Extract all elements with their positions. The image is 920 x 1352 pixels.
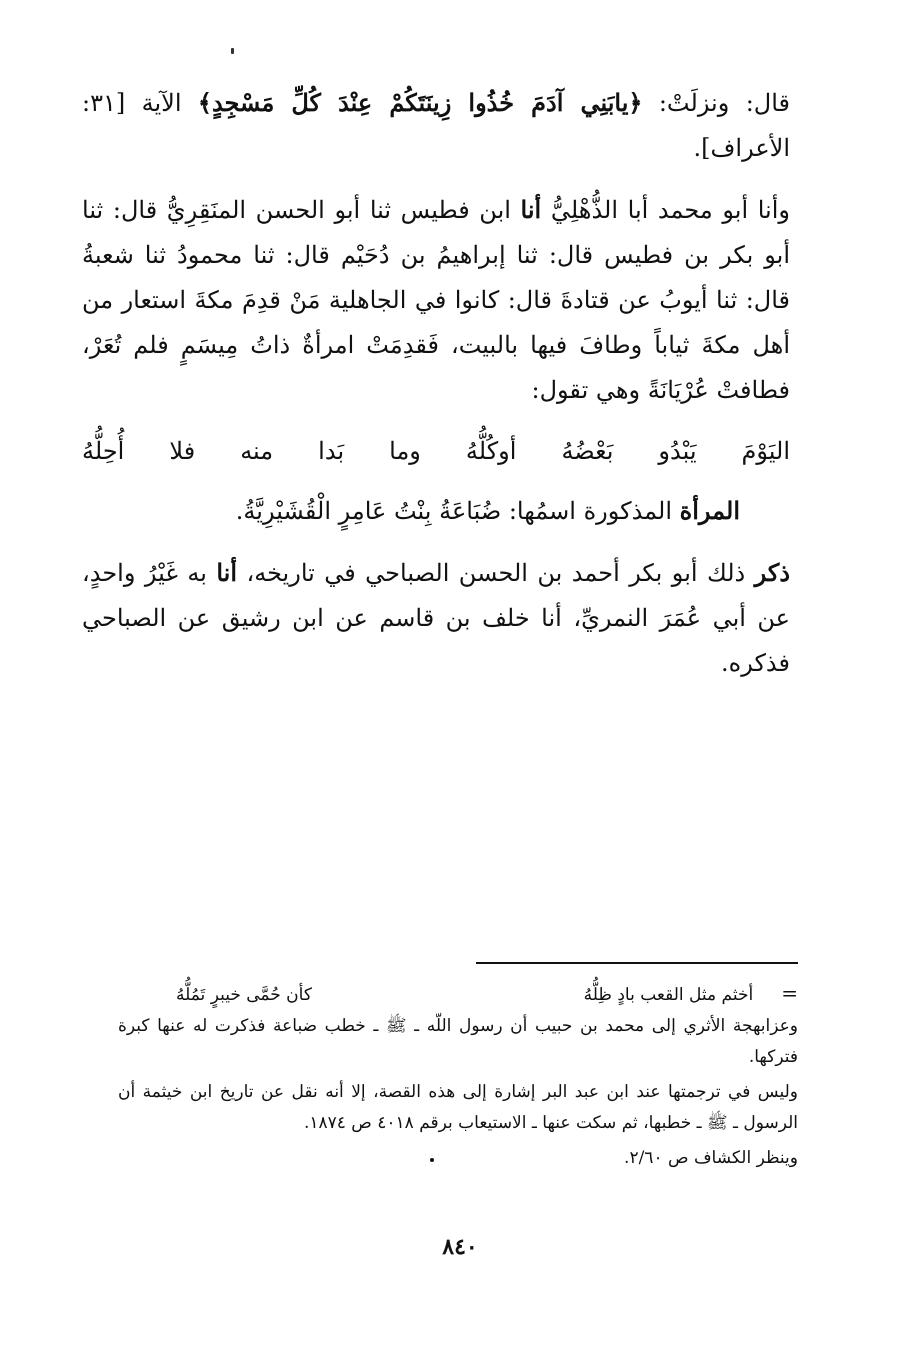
footnotes bbox=[118, 978, 798, 1178]
main-text bbox=[82, 80, 790, 702]
verse-word: بَعْضُهُ bbox=[561, 437, 614, 465]
footnote-paragraph: وعزابهجة الأثري إلى محمد بن حبيب أن رسول اللّه ـ ﷺ ـ خطب ضباعة فذكرت له عنها كبرة فتركها. bbox=[118, 1016, 798, 1067]
footnote-separator bbox=[476, 962, 798, 964]
para2-pre: وأنا أبو محمد أبا الذُّهْلِيُّ bbox=[541, 196, 790, 224]
footnote-verse bbox=[176, 978, 798, 1011]
paragraph-source bbox=[82, 550, 790, 686]
poem-verse bbox=[82, 429, 790, 474]
para3-rest: المذكورة اسمُها: ضُبَاعَةُ بِنْتُ عَامِرٍ الْقُشَيْرِيَّةُ. bbox=[235, 497, 680, 525]
verse-word: منه bbox=[240, 437, 274, 465]
footnote-paragraph: وينظر الكشاف ص ٢/٦٠. bbox=[624, 1148, 798, 1168]
paragraph-isnad-story bbox=[82, 187, 790, 413]
para1-suffix: الآية [٣١: الأعراف]. bbox=[82, 89, 790, 162]
para4-pre: ذلك أبو بكر أحمد بن الحسن الصباحي في تاريخه، bbox=[237, 559, 755, 587]
paragraph-verse-revelation bbox=[82, 80, 790, 171]
para3-bold: المرأة bbox=[679, 496, 740, 525]
verse-word: وما bbox=[389, 437, 421, 465]
para1-prefix: قال: ونزلَتْ: bbox=[642, 89, 790, 117]
para4-post: به غَيْرُ واحدٍ، عن أبي عُمَرَ النمريِّ، أنا خلف بن قاسم عن ابن رشيق عن الصباحي فذكره. bbox=[82, 559, 790, 677]
verse-word: يَبْدُو bbox=[658, 437, 697, 465]
ink-dot bbox=[430, 1158, 434, 1162]
quran-verse: ﴿يابَنِي آدَمَ خُذُوا زِينَتَكُمْ عِنْدَ كُلِّ مَسْجِدٍ﴾ bbox=[197, 88, 643, 117]
page-number: ٨٤٠ bbox=[442, 1234, 478, 1260]
para4-bold: ذكر bbox=[754, 558, 791, 587]
ink-speck bbox=[231, 48, 234, 54]
para4-bold2: أنا bbox=[216, 558, 238, 587]
verse-word: فلا bbox=[169, 437, 196, 465]
para2-post: ابن فطيس ثنا أبو الحسن المنَقِرِيُّ قال: ثنا أبو بكر بن فطيس قال: ثنا إبراهيمُ بن دُحَيْم قال: ثنا محمودُ ثنا شعبةُ قال: ثنا أيوبُ عن قتادةَ قال: كانوا في الجاهلية مَنْ قدِمَ مكةَ استعار من أهل مكةَ ثياباً وطافَ فيها بالبيت، فَقدِمَتْ امرأةٌ ذاتُ مِيسَمٍ فلم تُعَرْ، فطافتْ عُرْيَانَةً وهي تقول: bbox=[82, 196, 790, 404]
footnote-paragraph: وليس في ترجمتها عند ابن عبد البر إشارة إلى هذه القصة، إلا أنه نقل عن تاريخ ابن خيثمة أن الرسول ـ ﷺ ـ خطبها، ثم سكت عنها ـ الاستيعاب برقم ٤٠١٨ ص ١٨٧٤. bbox=[118, 1082, 798, 1133]
verse-word: أوكُلُّهُ bbox=[465, 437, 517, 465]
footnote-verse-hemistich-2: كأن حُمَّى خيبرٍ تَمُلُّهُ bbox=[175, 985, 312, 1005]
continuation-mark: = bbox=[781, 981, 798, 1005]
paragraph-woman-name bbox=[82, 488, 790, 534]
footnote-verse-hemistich-1: أخثم مثل القعب بادٍ ظِلُّهُ bbox=[583, 985, 754, 1005]
para2-bold: أنا bbox=[520, 195, 542, 224]
verse-word: اليَوْمَ bbox=[741, 437, 790, 465]
verse-word: أُحِلُّهُ bbox=[82, 437, 125, 465]
verse-word: بَدا bbox=[318, 437, 345, 465]
